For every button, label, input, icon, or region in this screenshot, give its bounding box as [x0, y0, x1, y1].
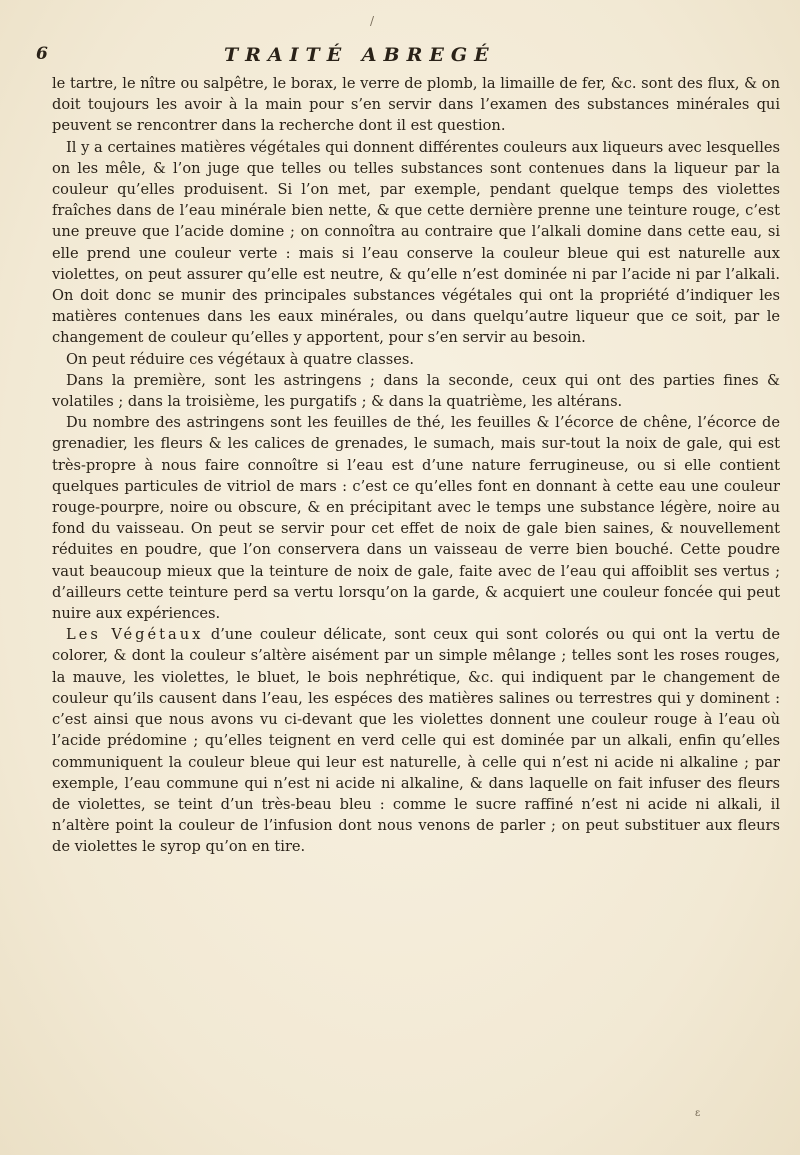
- paragraph-vegetaux-text: d’une couleur délicate, sont ceux qui sont colorés ou qui ont la vertu de colorer, & dont la couleur s’altère aisément par un simple mêlange ; telles sont les roses rouges, la mauve, les violettes, le bluet, le bois nephrétique, &c. qui indiquent par le changement de couleur qu’ils causent dans l’eau, les espéces des matières salines ou terrestres qui y dominent : c’est ainsi que nous avons vu ci-devant que les violettes donnent une couleur rouge à l’eau où l’acide prédomine ; qu’elles teignent en verd celle qui est dominée par un alkali, enfin qu’elles communiquent la couleur bleue qui leur est naturelle, à celle qui n’est ni acide ni alkaline ; par exemple, l’eau commune qui n’est ni acide ni alkaline, & dans laquelle on fait infuser des fleurs de violettes, se teint d’un très-beau bleu : comme le sucre raffiné n’est ni acide ni alkali, il n’altère point la couleur de l’infusion dont nous venons de parler ; on peut substituer aux fleurs de violettes le syrop qu’on en tire.: [52, 626, 781, 856]
- paragraph-class-list: Dans la première, sont les astringens ; dans la seconde, ceux qui ont des parties fines & volatiles ; dans la troisième, les purgatifs ; & dans la quatrième, les altérans.: [52, 371, 780, 411]
- paragraph-astringents: Du nombre des astringens sont les feuilles de thé, les feuilles & l’écorce de chêne, l’écorce de grenadier, les fleurs & les calices de grenades, le sumach, mais sur-tout la noix de gale, qui est très-propre à nous faire connoître si l’eau est d’une nature ferrugineuse, ou si elle contient quelques particules de vitriol de mars : c’est ce qu’elles font en donnant à cette eau une couleur rouge-pourpre, noire ou obscure, & en précipitant avec le temps une substance légère, noire au fond du vaisseau. On peut se servir pour cet effet de noix de gale bien saines, & nouvellement réduites en poudre, que l’on conservera dans un vaisseau de verre bien bouché. Cette poudre vaut beaucoup mieux que la teinture de noix de gale, faite avec de l’eau qui affoiblit ses vertus ; d’ailleurs cette teinture perd sa vertu lorsqu’on la garde, & acquiert une couleur foncée qui peut nuire aux expériences.: [52, 414, 780, 623]
- paragraph-four-classes: On peut réduire ces végétaux à quatre classes.: [66, 350, 414, 368]
- page-header: [36, 44, 776, 70]
- paragraph-flux: le tartre, le nître ou salpêtre, le borax, le verre de plomb, la limaille de fer, &c. sont des flux, & on doit toujours les avoir à la main pour s’en servir dans l’examen des substances minérales qui peuvent se rencontrer dans la recherche dont il est question.: [52, 75, 780, 135]
- paragraph-vegetal-colors: Il y a certaines matières végétales qui donnent différentes couleurs aux liqueurs avec lesquelles on les mêle, & l’on juge que telles ou telles substances sont contenues dans la liqueur par la couleur qu’elles produisent. Si l’on met, par exemple, pendant quelque temps des violettes fraîches dans de l’eau minérale bien nette, & que cette dernière prenne une teinture rouge, c’est une preuve que l’acide domine ; on connoîtra au contraire que l’alkali domine dans cette eau, si elle prend une couleur verte : mais si l’eau conserve la couleur bleue qui est naturelle aux violettes, on peut assurer qu’elle est neutre, & qu’elle n’est dominée ni par l’acide ni par l’alkali. On doit donc se munir des principales substances végétales qui ont la propriété d’indiquer les matières contenues dans les eaux minérales, ou dans quelqu’autre liqueur que ce soit, par le changement de couleur qu’elles y apportent, pour s’en servir au besoin.: [52, 138, 780, 347]
- paragraph-lead-smallcaps: Les Végétaux: [66, 626, 204, 644]
- page-number: 6: [36, 44, 48, 64]
- body-text: [52, 73, 780, 858]
- ink-mark: /: [370, 14, 375, 28]
- paragraph-vegetaux: [52, 624, 780, 857]
- running-title: TRAITÉ ABREGÉ: [224, 44, 496, 66]
- footer-mark: ε: [695, 1108, 701, 1119]
